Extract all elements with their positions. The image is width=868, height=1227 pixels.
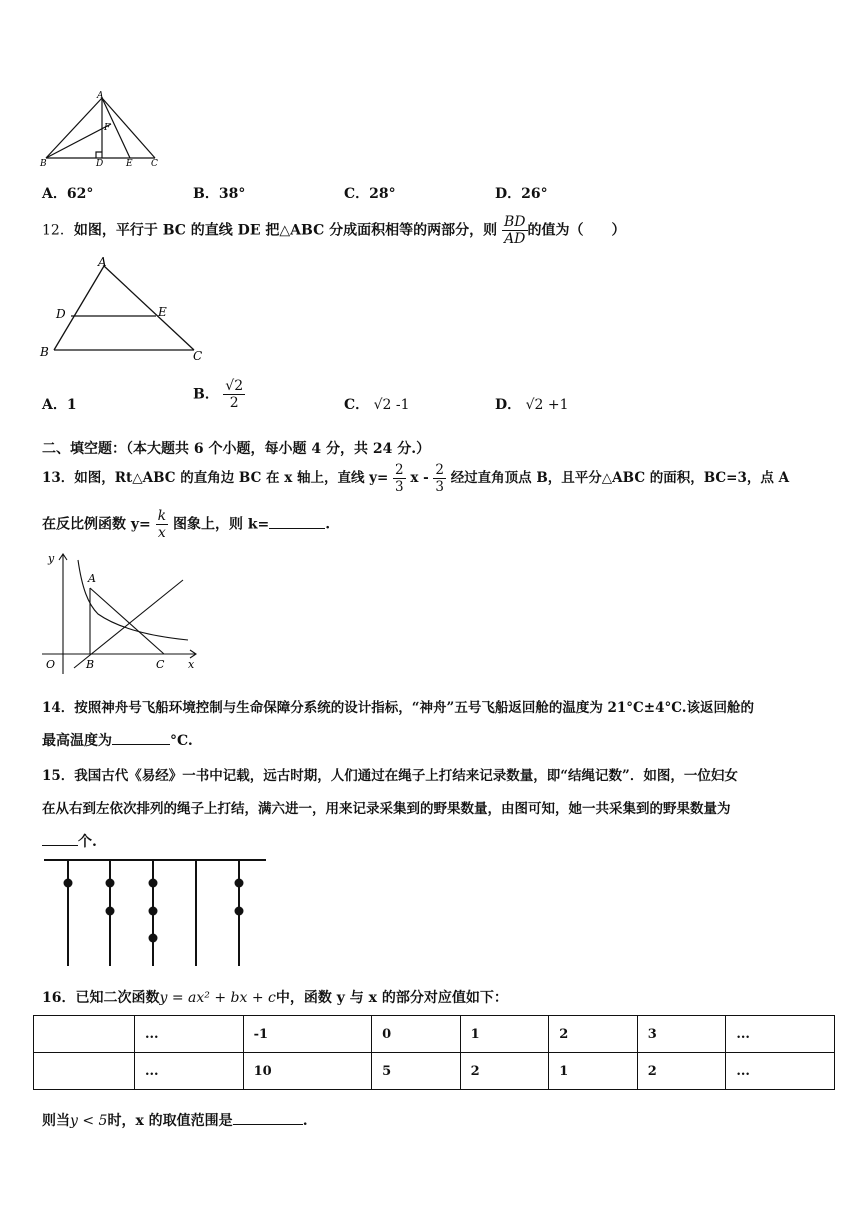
table-row (34, 1053, 835, 1090)
table-cell: 1 (549, 1053, 638, 1090)
table-cell: ... (135, 1053, 244, 1090)
q12-text-a: 如图，平行于 BC 的直线 DE 把△ABC 分成面积相等的两部分，则 (73, 222, 498, 239)
table-cell: 2 (549, 1016, 638, 1053)
q12-option-c-value: √2 -1 (373, 397, 410, 413)
table-cell (34, 1053, 135, 1090)
q13-label-x: x (188, 658, 195, 671)
q16-after-b: 时，x 的取值范围是 (107, 1113, 233, 1129)
q16-text-a: 16．已知二次函数 (42, 990, 160, 1006)
q11-line-bf (46, 124, 111, 158)
q15-knot (64, 879, 73, 888)
table-cell: 5 (372, 1053, 461, 1090)
q15-line3 (42, 831, 97, 851)
q14-text-a: 最高温度为 (42, 733, 112, 749)
q13-frac1-den: 3 (395, 479, 404, 495)
q13-frac2 (433, 462, 446, 495)
table-cell (34, 1016, 135, 1053)
q12-option-d-value: √2 +1 (525, 397, 569, 413)
q13-frac1-num: 2 (395, 462, 404, 478)
q15-knot (106, 879, 115, 888)
q13-label-b: B (86, 658, 95, 671)
q13-graph-figure (38, 548, 203, 676)
table-cell: 2 (460, 1053, 549, 1090)
q13-label-a: A (88, 572, 96, 585)
table-cell: 3 (637, 1016, 726, 1053)
q13-text-end: . (325, 516, 331, 533)
q12-option-a: A．1 (42, 397, 77, 413)
q15-knot (235, 907, 244, 916)
q15-knot (149, 879, 158, 888)
q14-line1: 14．按照神舟号飞船环境控制与生命保障分系统的设计指标，“神舟”五号飞船返回舱的温度为 21°C±4°C.该返回舱的 (42, 700, 754, 716)
q16-stem (42, 987, 508, 1007)
q11-option-a: A．62° (42, 186, 94, 202)
table-cell: ... (135, 1016, 244, 1053)
q11-option-c: C．28° (344, 186, 396, 202)
q12-number: 12． (42, 222, 74, 239)
q11-option-b: B．38° (193, 186, 246, 202)
q12-label-c: C (193, 349, 203, 363)
q15-line2: 在从右到左依次排列的绳子上打结，满六进一，用来记录采集到的野果数量，由图可知，她一共采集到的野果数量为 (42, 801, 731, 817)
q11-label-f: F (104, 123, 111, 133)
q15-knot-rope-figure (42, 854, 270, 970)
q12-label-a: A (98, 255, 107, 269)
q13-label-y: y (48, 552, 55, 565)
q12-stem (42, 214, 626, 247)
q13-text-d: 图象上，则 k= (172, 516, 270, 533)
q13-line1 (42, 462, 789, 495)
q12-frac-num: BD (503, 214, 526, 230)
q13-frac1 (393, 462, 406, 495)
table-cell: ... (726, 1016, 835, 1053)
q13-frac2-den: 3 (435, 479, 444, 495)
q16-after-a: 则当 (42, 1113, 70, 1129)
q13-frac3-num: k (157, 508, 167, 524)
q13-frac3-den: x (157, 525, 166, 541)
q12-option-d (495, 394, 569, 414)
q12-label-d: D (56, 307, 66, 321)
q12-option-b-prefix: B． (193, 386, 219, 403)
q12-option-b-fraction (223, 378, 245, 411)
q12-label-b: B (40, 345, 49, 359)
table-cell: 0 (372, 1016, 461, 1053)
q13-label-c: C (156, 658, 165, 671)
q16-formula: y = ax² + bx + c (159, 990, 276, 1006)
q12-label-e: E (158, 305, 167, 319)
q11-triangle-figure (38, 88, 168, 168)
q13-answer-blank[interactable] (269, 528, 325, 529)
q12-side-ac (104, 266, 194, 350)
q12-fraction (502, 214, 528, 247)
q12-text-b: 的值为（ ） (527, 222, 626, 239)
table-cell: -1 (243, 1016, 372, 1053)
q12-option-b (193, 378, 245, 411)
q13-side-ac (90, 588, 164, 654)
q13-text-b: 经过直角顶点 B，且平分△ABC 的面积，BC=3，点 A (450, 470, 790, 486)
q11-option-d: D．26° (495, 186, 548, 202)
q11-label-e: E (126, 159, 133, 168)
q12-option-b-den: 2 (229, 395, 239, 411)
q15-knot (106, 907, 115, 916)
q13-frac3 (156, 508, 168, 541)
q16-question (42, 1110, 308, 1130)
table-cell: ... (726, 1053, 835, 1090)
q14-line2 (42, 730, 193, 750)
q12-option-c-prefix: C． (344, 397, 370, 413)
q11-label-a: A (97, 91, 104, 101)
q12-option-b-num: √2 (225, 378, 244, 394)
table-cell: 1 (460, 1016, 549, 1053)
q13-frac2-num: 2 (435, 462, 444, 478)
q15-knot (235, 879, 244, 888)
section-heading: 二、填空题：（本大题共 6 个小题，每小题 4 分，共 24 分.） (42, 441, 431, 457)
q12-option-c (344, 394, 410, 414)
q15-knot (149, 907, 158, 916)
q12-frac-den: AD (504, 231, 526, 247)
table-cell: 2 (637, 1053, 726, 1090)
q11-side-ab (46, 98, 102, 158)
q12-triangle-figure (36, 254, 211, 364)
q16-text-b: 中，函数 y 与 x 的部分对应值如下： (275, 990, 508, 1006)
q15-line1: 15．我国古代《易经》一书中记载，远古时期，人们通过在绳子上打结来记录数量，即“结绳记数”．如图，一位妇女 (42, 768, 738, 784)
q13-line2 (42, 508, 330, 541)
table-row (34, 1016, 835, 1053)
q11-label-c: C (151, 159, 158, 168)
q14-text-b: °C. (170, 733, 193, 749)
q13-label-o: O (46, 658, 56, 671)
q16-after-c: . (302, 1113, 308, 1129)
q13-text-c: 在反比例函数 y= (42, 516, 151, 533)
q16-value-table (33, 1015, 835, 1090)
table-cell: 10 (243, 1053, 372, 1090)
q15-text-end: 个. (78, 834, 97, 850)
q15-knot (149, 934, 158, 943)
q11-label-b: B (40, 159, 47, 168)
q13-text-a: 13．如图，Rt△ABC 的直角边 BC 在 x 轴上，直线 y= (42, 470, 389, 486)
q12-option-d-prefix: D． (495, 397, 522, 413)
q13-text-mid: x - (410, 470, 429, 486)
q15-answer-blank[interactable] (42, 845, 78, 846)
q16-after-formula: y < 5 (70, 1113, 108, 1129)
q16-answer-blank[interactable] (233, 1124, 303, 1125)
q11-label-d: D (96, 159, 104, 168)
q11-right-angle-mark (96, 152, 102, 158)
q14-answer-blank[interactable] (112, 744, 170, 745)
